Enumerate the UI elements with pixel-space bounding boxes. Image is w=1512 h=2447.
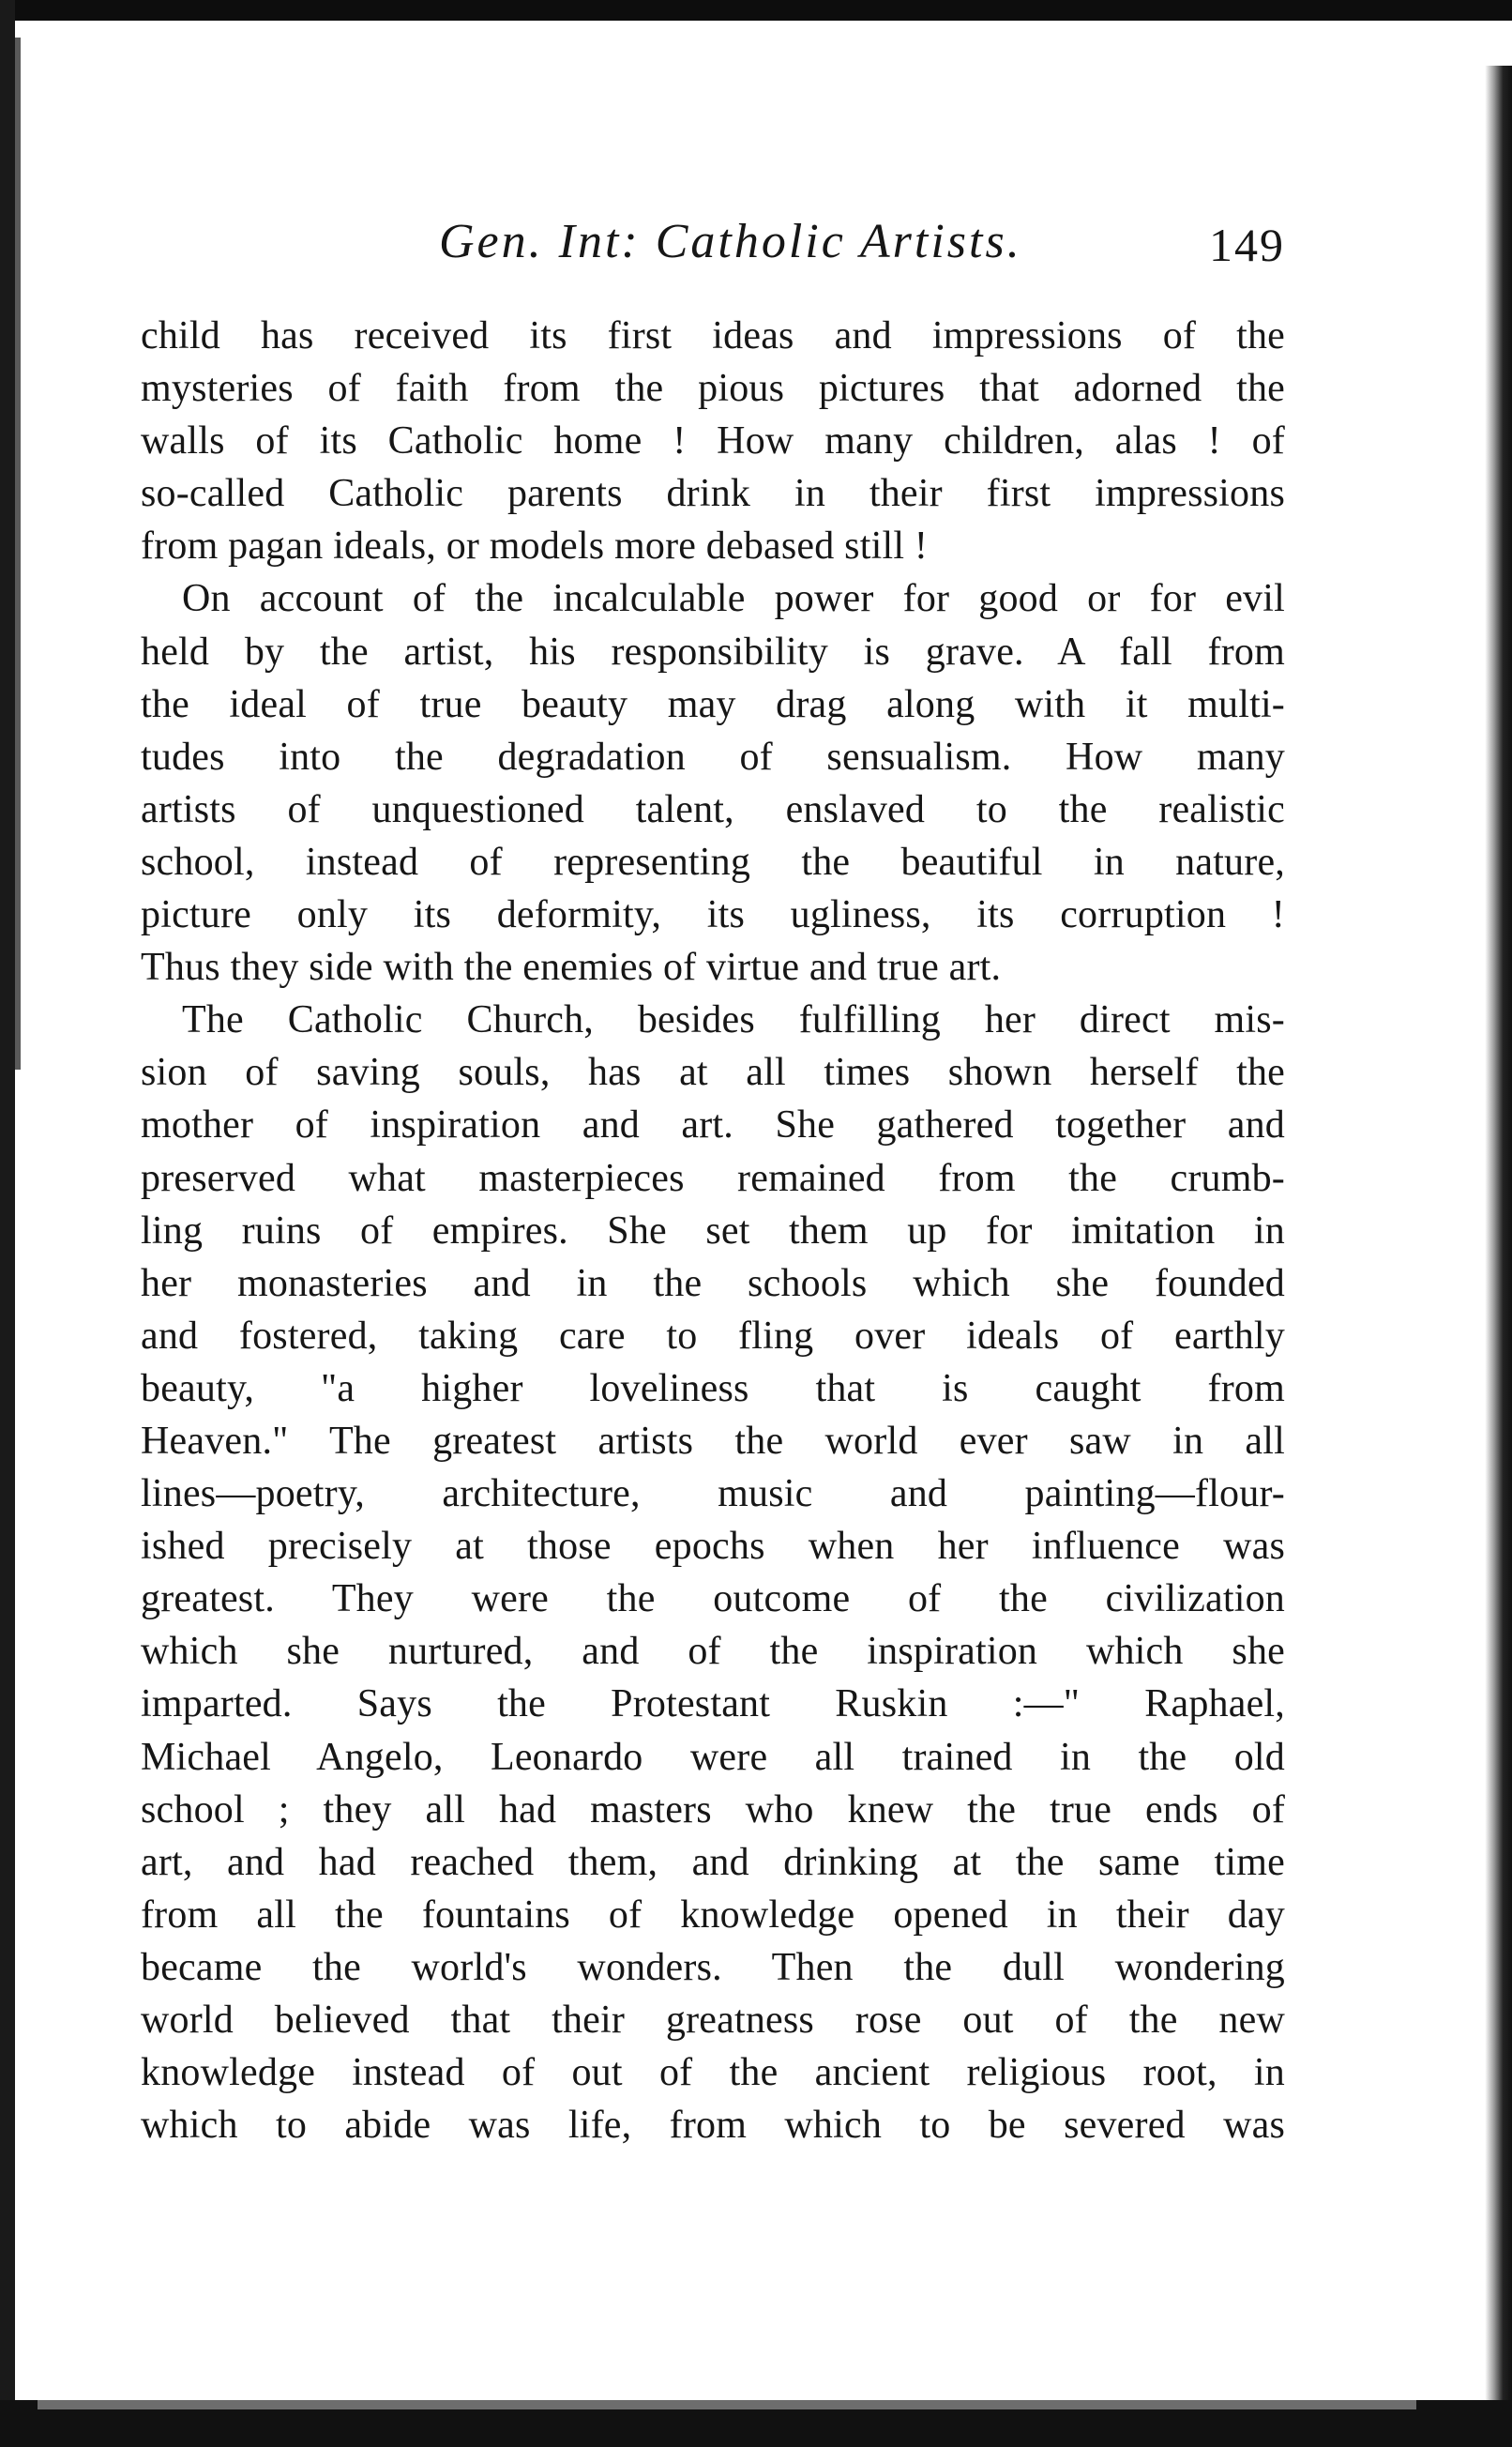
text-line: beauty, "a higher loveliness that is caught from — [141, 1366, 1285, 1410]
text-line: tudes into the degradation of sensualism. How many — [141, 735, 1285, 779]
page-header — [141, 214, 1285, 280]
scan-bottom-shadow — [38, 2400, 1416, 2409]
page-number: 149 — [1209, 219, 1285, 271]
text-line: sion of saving souls, has at all times shown herself the — [141, 1051, 1285, 1095]
text-line: her monasteries and in the schools which she founded — [141, 1261, 1285, 1305]
text-line: from all the fountains of knowledge opened in their day — [141, 1892, 1285, 1937]
text-line: preserved what masterpieces remained from the crumb- — [141, 1156, 1285, 1200]
text-line: school, instead of representing the beautiful in nature, — [141, 840, 1285, 884]
text-line: so-called Catholic parents drink in their first impressions — [141, 472, 1285, 516]
text-line: knowledge instead of out of the ancient religious root, in — [141, 2051, 1285, 2095]
text-line: picture only its deformity, its ugliness, its corruption ! — [141, 893, 1285, 937]
text-line: ished precisely at those epochs when her influence was — [141, 1525, 1285, 1569]
text-line: which she nurtured, and of the inspiration which she — [141, 1630, 1285, 1674]
scan-left-edge — [0, 0, 15, 2447]
text-line: lines—poetry, architecture, music and painting—flour- — [141, 1472, 1285, 1516]
running-head: Gen. Int: Catholic Artists. — [439, 215, 1022, 268]
text-line: art, and had reached them, and drinking at the same time — [141, 1840, 1285, 1884]
text-line: from pagan ideals, or models more debased still ! — [141, 524, 929, 569]
text-line: school ; they all had masters who knew the true ends of — [141, 1787, 1285, 1831]
text-line: greatest. They were the outcome of the civilization — [141, 1577, 1285, 1621]
text-line: which to abide was life, from which to be severed was — [141, 2104, 1285, 2148]
text-line: and fostered, taking care to fling over ideals of earthly — [141, 1314, 1285, 1358]
paragraph-start-line: The Catholic Church, besides fulfilling her direct mis- — [182, 998, 1285, 1042]
text-line: world believed that their greatness rose out of the new — [141, 1999, 1285, 2042]
text-line: became the world's wonders. Then the dull wondering — [141, 1945, 1285, 1989]
text-line: the ideal of true beauty may drag along with it multi- — [141, 682, 1285, 726]
text-line: child has received its first ideas and impressions of the — [141, 314, 1285, 357]
paragraph-start-line: On account of the incalculable power for good or for evil — [182, 577, 1285, 621]
scan-top-edge — [0, 0, 1512, 21]
text-line: imparted. Says the Protestant Ruskin :—" Raphael, — [141, 1682, 1285, 1726]
text-line: Michael Angelo, Leonardo were all trained in the old — [141, 1735, 1285, 1779]
text-line: mother of inspiration and art. She gathered together and — [141, 1103, 1285, 1148]
scan-left-shadow — [15, 38, 21, 1070]
text-line: Heaven." The greatest artists the world ever saw in all — [141, 1419, 1285, 1463]
text-line: Thus they side with the enemies of virtue and true art. — [141, 946, 1002, 990]
text-line: ling ruins of empires. She set them up for imitation in — [141, 1208, 1285, 1253]
text-line: held by the artist, his responsibility is grave. A fall from — [141, 630, 1285, 674]
scan-right-edge — [1452, 66, 1512, 2447]
body-text — [141, 310, 1285, 2151]
text-line: mysteries of faith from the pious pictures that adorned the — [141, 367, 1285, 411]
text-line: walls of its Catholic home ! How many children, alas ! of — [141, 419, 1285, 464]
text-line: artists of unquestioned talent, enslaved to the realistic — [141, 787, 1285, 831]
